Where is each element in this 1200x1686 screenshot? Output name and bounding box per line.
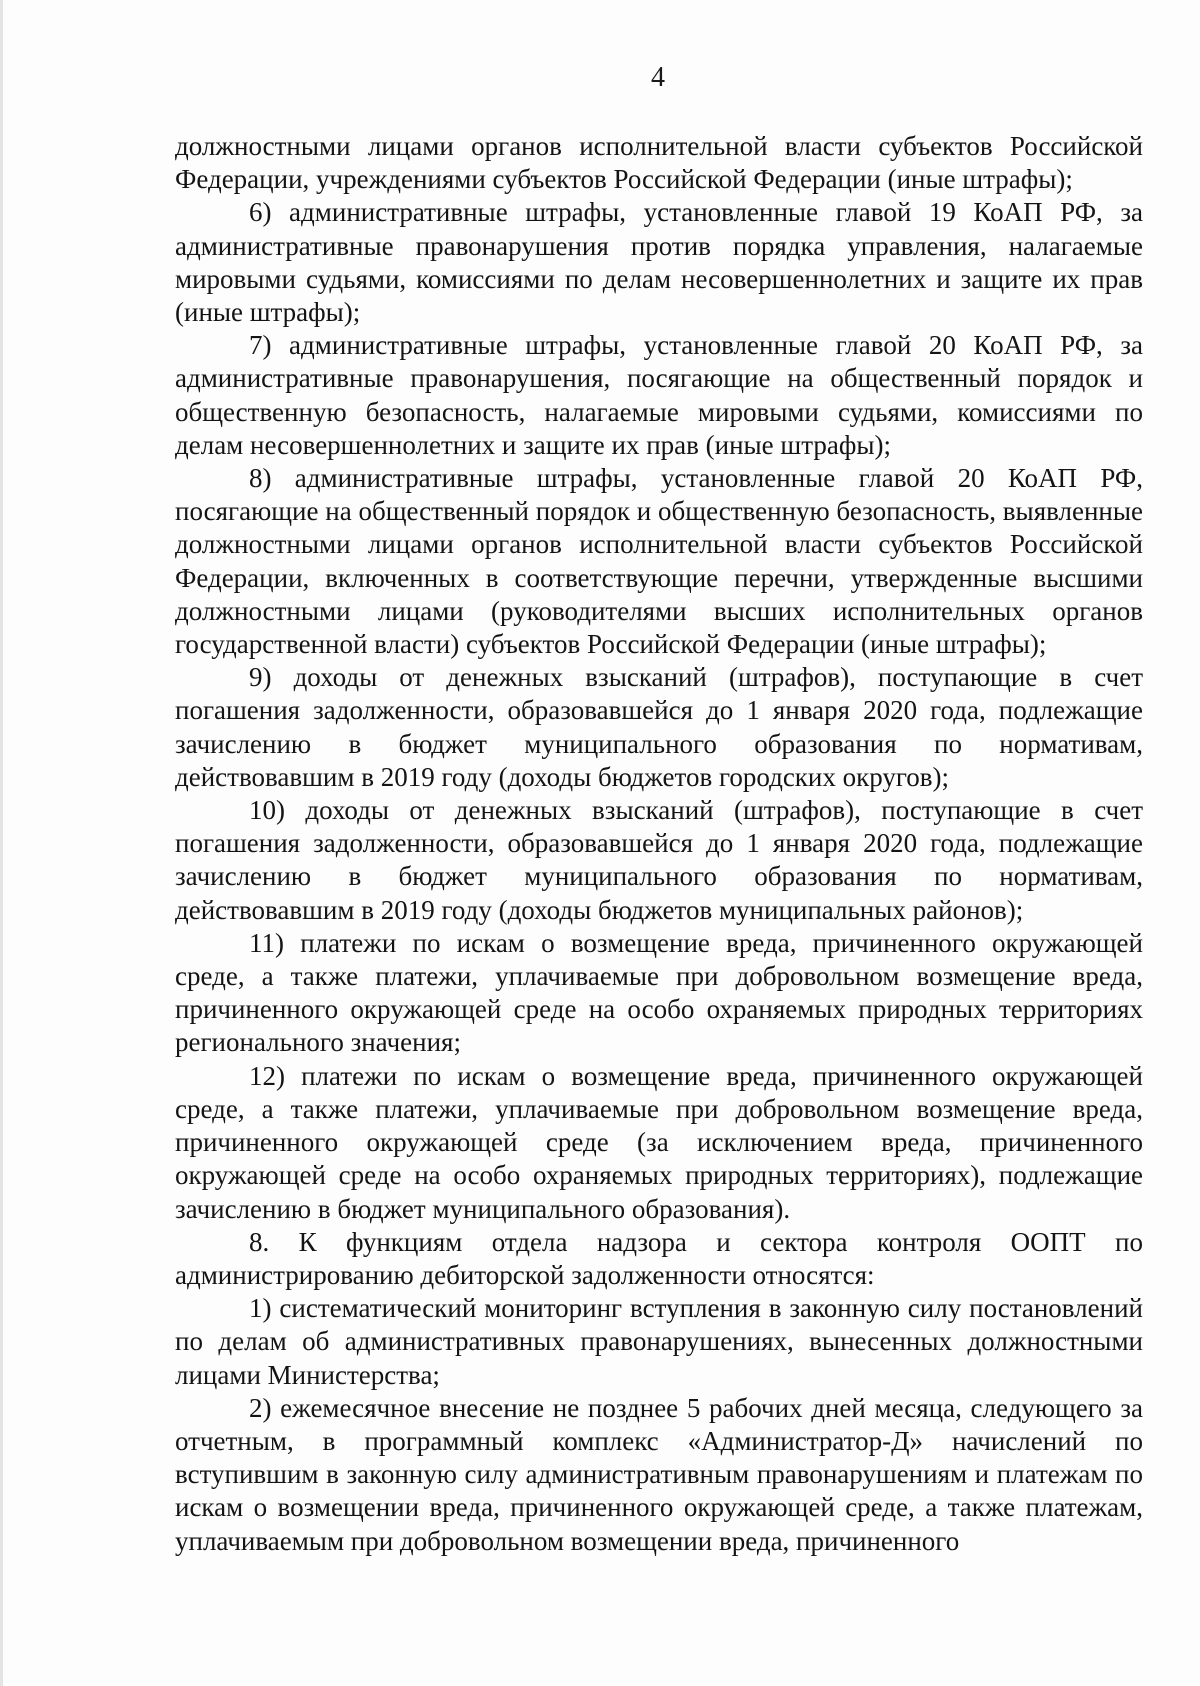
- paragraph-item-10: 10) доходы от денежных взысканий (штрафов), поступающие в счет погашения задолженности, образовавшейся до 1 января 2020 года, подлежащие зачислению в бюджет муниципального образования по нормативам, действовавшим в 2019 году (доходы бюджетов муниципальных районов);: [175, 795, 1143, 925]
- document-body: [175, 130, 1143, 1558]
- paragraph-item-8: 8) административные штрафы, установленные главой 20 КоАП РФ, посягающие на общественный порядок и общественную безопасность, выявленные должностными лицами органов исполнительной власти субъектов Российской Федерации, включенных в соответствующие перечни, утвержденные высшими должностными лицами (руководителями высших исполнительных органов государственной власти) субъектов Российской Федерации (иные штрафы);: [175, 463, 1143, 660]
- page-number: 4: [651, 62, 665, 93]
- paragraph-item-6: 6) административные штрафы, установленные главой 19 КоАП РФ, за административные правонарушения против порядка управления, налагаемые мировыми судьями, комиссиями по делам несовершеннолетних и защите их прав (иные штрафы);: [175, 197, 1143, 328]
- paragraph-continuation: должностными лицами органов исполнительной власти субъектов Российской Федерации, учреждениями субъектов Российской Федерации (иные штрафы);: [175, 131, 1143, 195]
- paragraph-item-12: 12) платежи по искам о возмещение вреда, причиненного окружающей среде, а также платежи, уплачиваемые при добровольном возмещение вреда, причиненного окружающей среде (за исключением вреда, причиненного окружающей среде на особо охраняемых природных территориях), подлежащие зачислению в бюджет муниципального образования).: [175, 1060, 1143, 1224]
- paragraph-item-7: 7) административные штрафы, установленные главой 20 КоАП РФ, за административные правонарушения, посягающие на общественный порядок и общественную безопасность, налагаемые мировыми судьями, комиссиями по делам несовершеннолетних и защите их прав (иные штрафы);: [175, 330, 1143, 460]
- paragraph-section-8: 8. К функциям отдела надзора и сектора контроля ООПТ по администрированию дебиторской задолженности относятся:: [175, 1226, 1143, 1290]
- paragraph-subitem-1: 1) систематический мониторинг вступления в законную силу постановлений по делам об административных правонарушениях, вынесенных должностными лицами Министерства;: [175, 1293, 1143, 1390]
- paragraph-subitem-2: 2) ежемесячное внесение не позднее 5 рабочих дней месяца, следующего за отчетным, в программный комплекс «Администратор-Д» начислений по вступившим в законную силу административным правонарушениям и платежам по искам о возмещении вреда, причиненного окружающей среде, а также платежам, уплачиваемым при добровольном возмещении вреда, причиненного: [175, 1392, 1143, 1556]
- paragraph-item-9: 9) доходы от денежных взысканий (штрафов), поступающие в счет погашения задолженности, образовавшейся до 1 января 2020 года, подлежащие зачислению в бюджет муниципального образования по нормативам, действовавшим в 2019 году (доходы бюджетов городских округов);: [175, 662, 1143, 792]
- paragraph-item-11: 11) платежи по искам о возмещение вреда, причиненного окружающей среде, а также платежи, уплачиваемые при добровольном возмещение вреда, причиненного окружающей среде на особо охраняемых природных территориях регионального значения;: [175, 927, 1143, 1058]
